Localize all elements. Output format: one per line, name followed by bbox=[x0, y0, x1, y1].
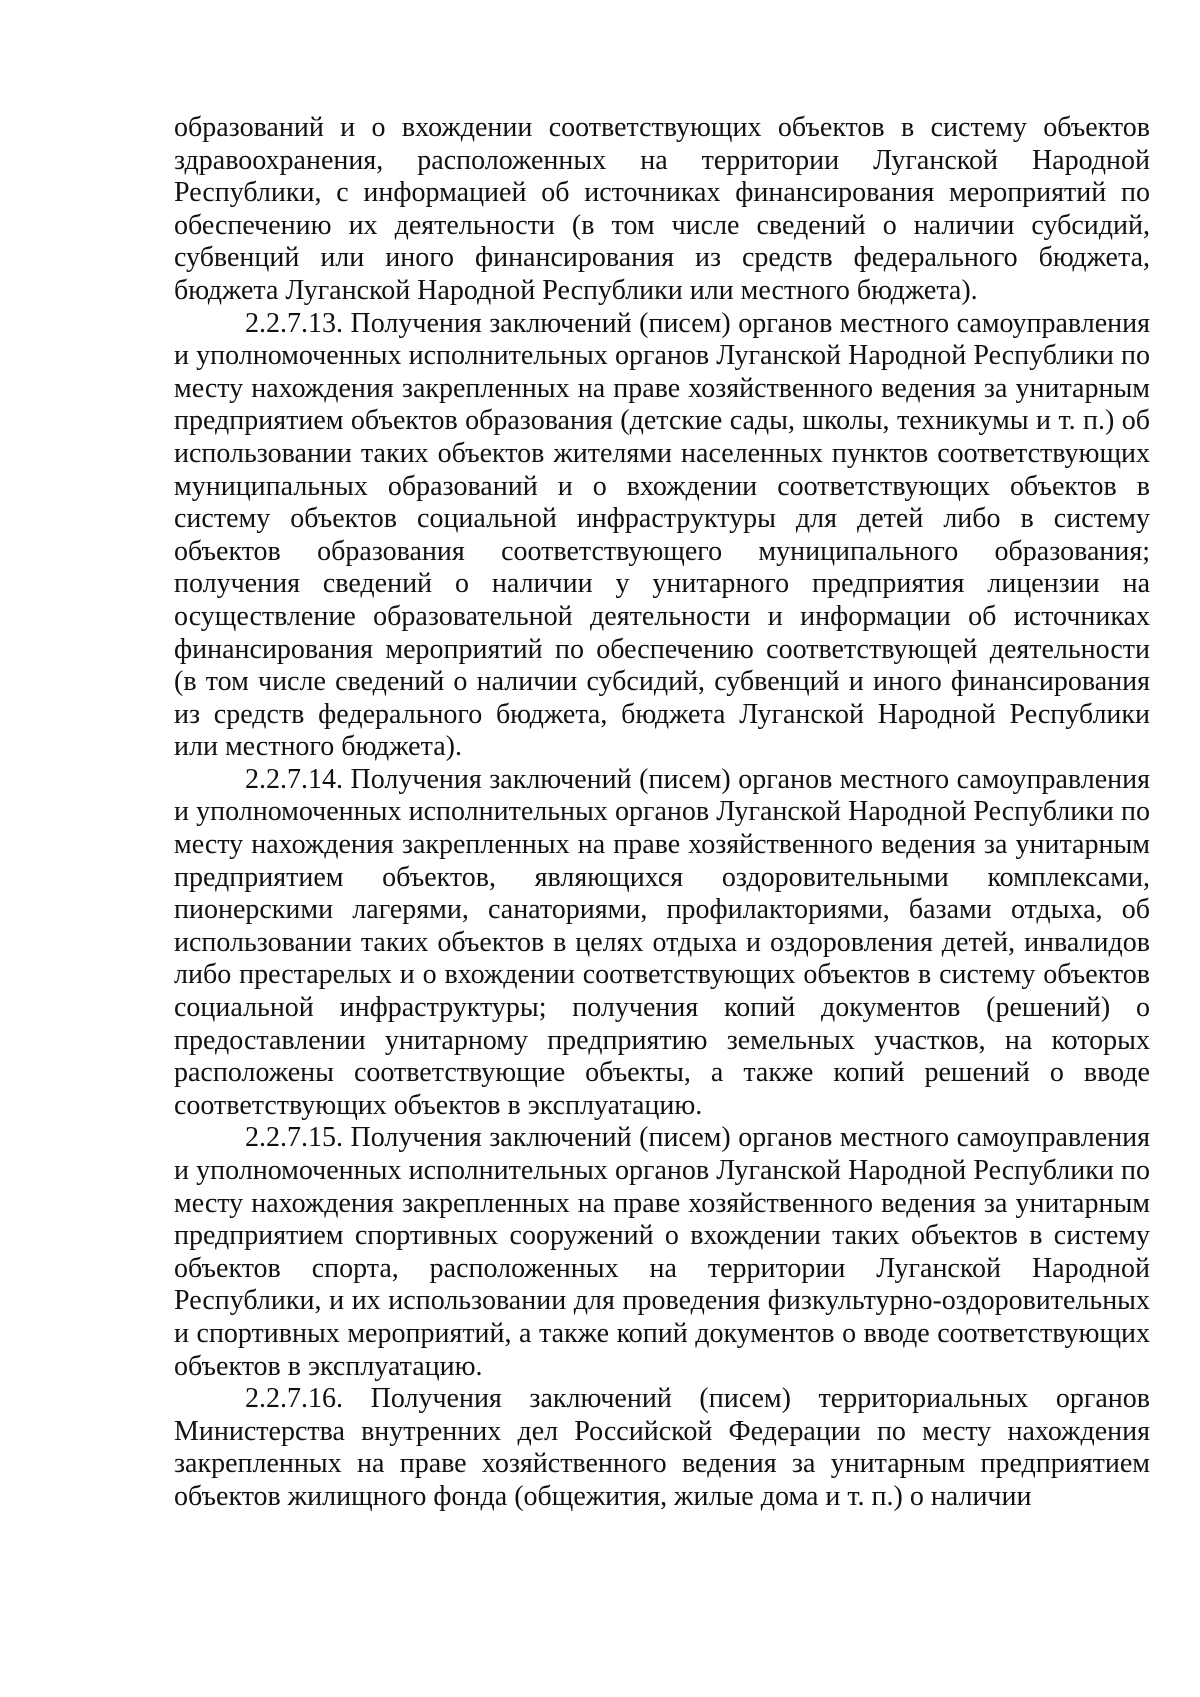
paragraph-number: 2.2.7.16. bbox=[245, 1383, 343, 1415]
paragraph-number: 2.2.7.13. bbox=[245, 307, 343, 339]
paragraph-text: Получения заключений (писем) органов местного самоуправления и уполномоченных исполнительных органов Луганской Народной Республики по месту нахождения закрепленных на праве хозяйственного ведения за унитарным предприятием объектов, являющихся оздоровительными комплексами, пионерскими лагерями, санаториями, профилакториями, базами отдыха, об использовании таких объектов в целях отдыха и оздоровления детей, инвалидов либо престарелых и о вхождении соответствующих объектов в систему объектов социальной инфраструктуры; получения копий документов (решений) о предоставлении унитарному предприятию земельных участков, на которых расположены соответствующие объекты, а также копий решений о вводе соответствующих объектов в эксплуатацию. bbox=[174, 763, 1150, 1121]
paragraph-text: Получения заключений (писем) территориальных органов Министерства внутренних дел Российской Федерации по месту нахождения закрепленных на праве хозяйственного ведения за унитарным предприятием объектов жилищного фонда (общежития, жилые дома и т. п.) о наличии bbox=[174, 1383, 1150, 1512]
paragraph-2-2-7-15 bbox=[174, 1122, 1150, 1383]
paragraph-2-2-7-13 bbox=[174, 308, 1150, 764]
paragraph-continuation bbox=[174, 112, 1150, 308]
paragraph-2-2-7-16 bbox=[174, 1383, 1150, 1513]
paragraph-2-2-7-14 bbox=[174, 764, 1150, 1123]
paragraph-number: 2.2.7.14. bbox=[245, 763, 343, 795]
paragraph-number: 2.2.7.15. bbox=[245, 1122, 343, 1154]
paragraph-text: образований и о вхождении соответствующих объектов в систему объектов здравоохранения, расположенных на территории Луганской Народной Республики, с информацией об источниках финансирования мероприятий по обеспечению их деятельности (в том числе сведений о наличии субсидий, субвенций или иного финансирования из средств федерального бюджета, бюджета Луганской Народной Республики или местного бюджета). bbox=[174, 112, 1150, 306]
paragraph-text: Получения заключений (писем) органов местного самоуправления и уполномоченных исполнительных органов Луганской Народной Республики по месту нахождения закрепленных на праве хозяйственного ведения за унитарным предприятием объектов образования (детские сады, школы, техникумы и т. п.) об использовании таких объектов жителями населенных пунктов соответствующих муниципальных образований и о вхождении соответствующих объектов в систему объектов социальной инфраструктуры для детей либо в систему объектов образования соответствующего муниципального образования; получения сведений о наличии у унитарного предприятия лицензии на осуществление образовательной деятельности и информации об источниках финансирования мероприятий по обеспечению соответствующей деятельности (в том числе сведений о наличии субсидий, субвенций и иного финансирования из средств федерального бюджета, бюджета Луганской Народной Республики или местного бюджета). bbox=[174, 307, 1150, 763]
document-body bbox=[174, 112, 1150, 1514]
paragraph-text: Получения заключений (писем) органов местного самоуправления и уполномоченных исполнительных органов Луганской Народной Республики по месту нахождения закрепленных на праве хозяйственного ведения за унитарным предприятием спортивных сооружений о вхождении таких объектов в систему объектов спорта, расположенных на территории Луганской Народной Республики, и их использовании для проведения физкультурно-оздоровительных и спортивных мероприятий, а также копий документов о вводе соответствующих объектов в эксплуатацию. bbox=[174, 1122, 1150, 1382]
